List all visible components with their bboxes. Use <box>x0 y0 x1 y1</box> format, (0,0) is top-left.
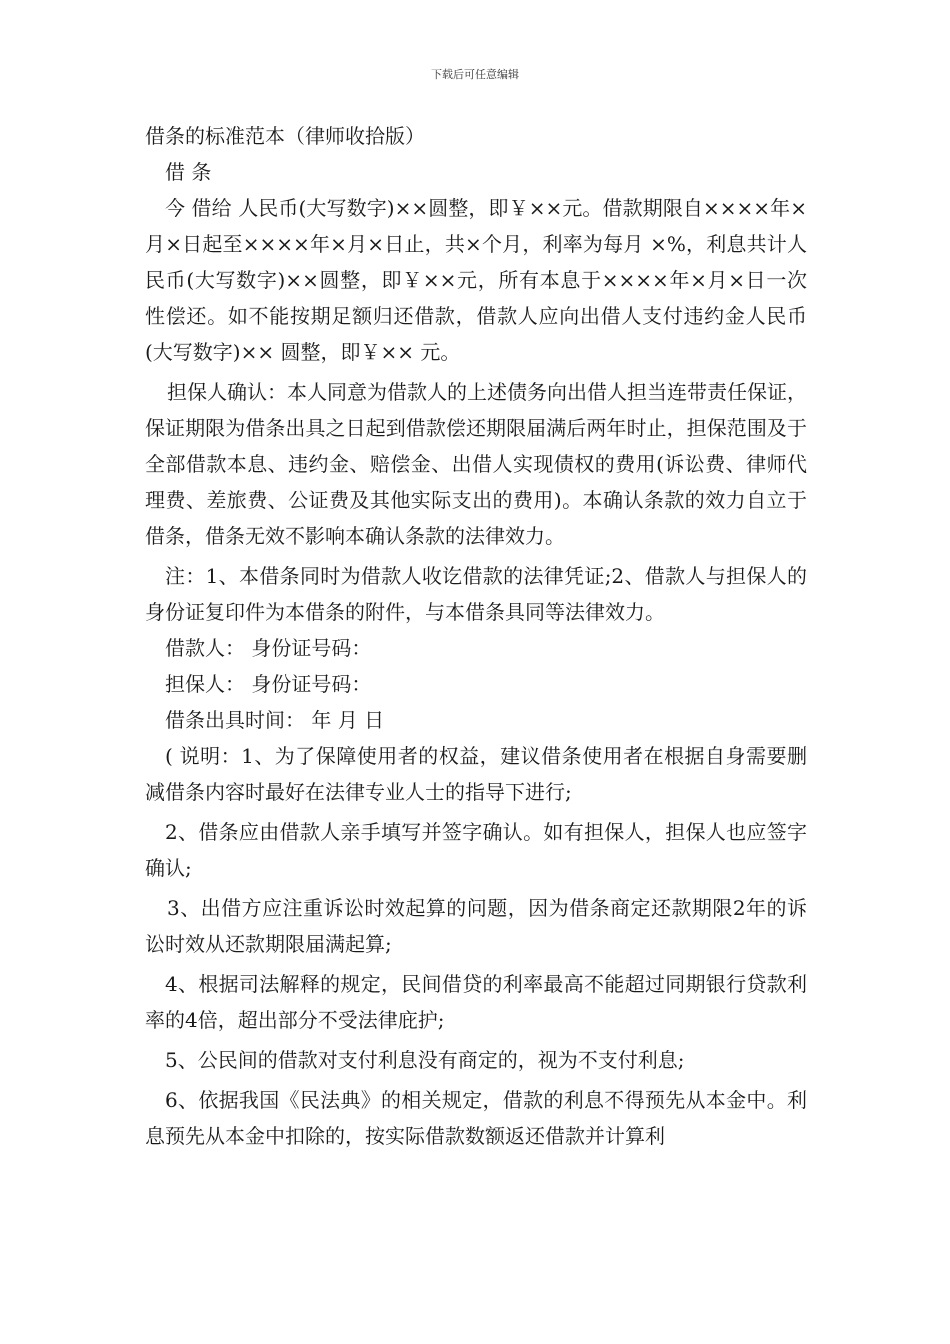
borrower-line: 借款人： 身份证号码： <box>165 636 372 660</box>
document-heading: 借 条 <box>165 160 212 184</box>
document-title: 借条的标准范本（律师收拾版） <box>145 124 425 148</box>
note-paragraph: 注：1、本借条同时为借款人收讫借款的法律凭证;2、借款人与担保人的身份证复印件为本借条的附件，与本借条具同等法律效力。 <box>145 564 807 624</box>
explanation-item: 4、根据司法解释的规定，民间借贷的利率最高不能超过同期银行贷款利率的4倍，超出部分不受法律庇护; <box>145 972 807 1032</box>
explanation-item: 5、公民间的借款对支付利息没有商定的，视为不支付利息; <box>165 1048 685 1072</box>
explanation-item: ( 说明：1、为了保障使用者的权益，建议借条使用者在根据自身需要删减借条内容时最好在法律专业人士的指导下进行; <box>145 744 807 804</box>
document-page <box>145 118 807 1154</box>
guarantee-paragraph: 担保人确认：本人同意为借款人的上述债务向出借人担当连带责任保证，保证期限为借条出具之日起到借款偿还期限届满后两年时止，担保范围及于全部借款本息、违约金、赔偿金、出借人实现债权的费用(诉讼费、律师代理费、差旅费、公证费及其他实际支出的费用)。本确认条款的效力自立于借条，借条无效不影响本确认条款的法律效力。 <box>145 380 807 548</box>
explanation-item: 2、借条应由借款人亲手填写并签字确认。如有担保人，担保人也应签字确认; <box>145 820 807 880</box>
header-note: 下载后可任意编辑 <box>431 68 519 81</box>
guarantor-line: 担保人： 身份证号码： <box>165 672 372 696</box>
loan-body-paragraph: 今 借给 人民币(大写数字)××圆整，即￥××元。借款期限自××××年×月×日起至××××年×月×日止，共×个月，利率为每月 ×%，利息共计人民币(大写数字)××圆整，即￥××元，所有本息于××××年×月×日一次性偿还。如不能按期足额归还借款，借款人应向出借人支付违约金人民币(大写数字)×× 圆整，即￥×× 元。 <box>145 196 807 364</box>
date-line: 借条出具时间： 年 月 日 <box>165 708 385 732</box>
explanation-item: 6、依据我国《民法典》的相关规定，借款的利息不得预先从本金中。利息预先从本金中扣除的，按实际借款数额返还借款并计算利 <box>145 1088 807 1148</box>
explanation-item: 3、出借方应注重诉讼时效起算的问题，因为借条商定还款期限2年的诉讼时效从还款期限届满起算; <box>145 896 807 956</box>
